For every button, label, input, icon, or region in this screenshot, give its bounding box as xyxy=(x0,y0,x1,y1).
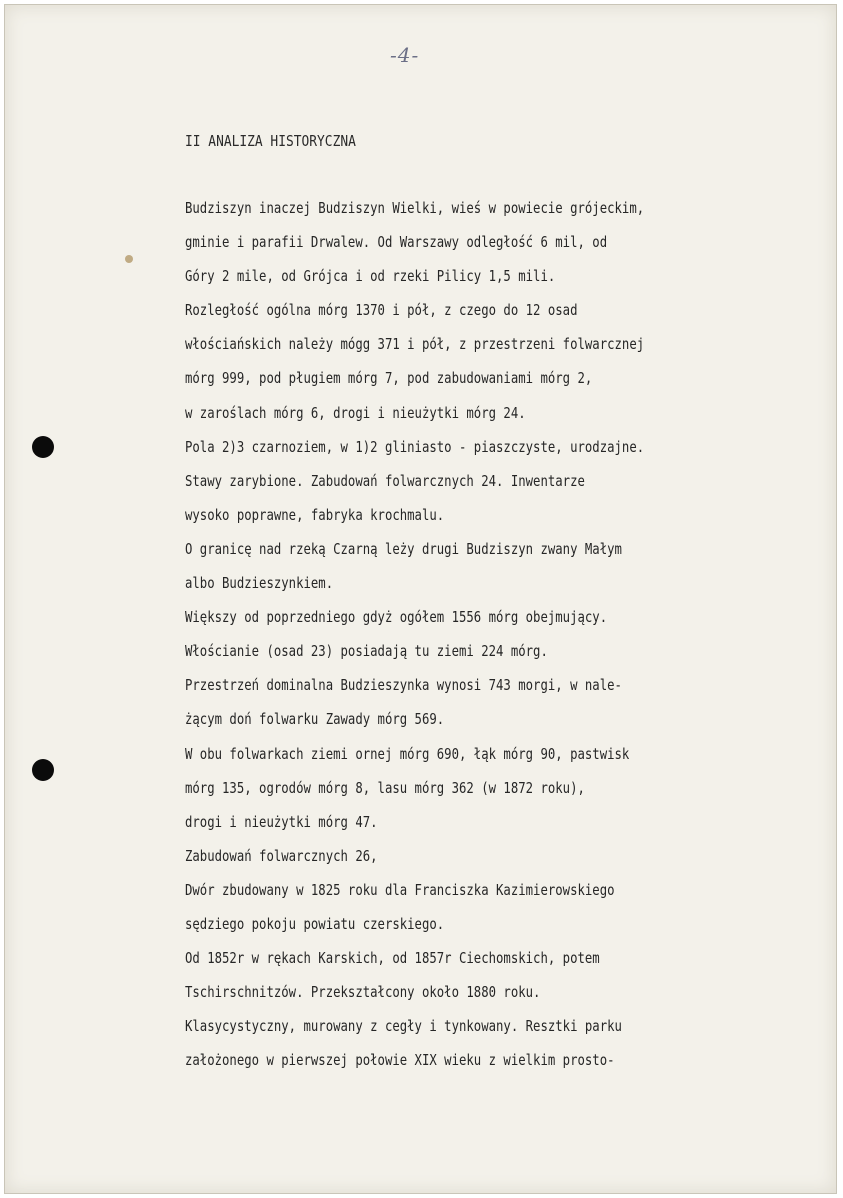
text-line: albo Budzieszynkiem. xyxy=(185,574,334,593)
text-line: sędziego pokoju powiatu czerskiego. xyxy=(185,914,445,933)
body-text xyxy=(185,191,825,1077)
text-line: Przestrzeń dominalna Budzieszynka wynosi 743 morgi, w nale- xyxy=(185,676,622,695)
page-number: -4- xyxy=(390,43,420,67)
text-line: Klasycystyczny, murowany z cegły i tynkowany. Resztki parku xyxy=(185,1017,622,1036)
text-line: Góry 2 mile, od Grójca i od rzeki Pilicy 1,5 mili. xyxy=(185,267,556,286)
text-line: Stawy zarybione. Zabudowań folwarcznych 24. Inwentarze xyxy=(185,471,585,490)
text-line: mórg 999, pod pługiem mórg 7, pod zabudowaniami mórg 2, xyxy=(185,369,593,388)
text-line: Dwór zbudowany w 1825 roku dla Franciszka Kazimierowskiego xyxy=(185,880,615,899)
punch-hole-upper xyxy=(32,436,54,458)
text-line: W obu folwarkach ziemi ornej mórg 690, łąk mórg 90, pastwisk xyxy=(185,744,630,763)
text-line: drogi i nieużytki mórg 47. xyxy=(185,812,378,831)
text-line: Większy od poprzedniego gdyż ogółem 1556 mórg obejmujący. xyxy=(185,608,608,627)
punch-hole-lower xyxy=(32,759,54,781)
text-line: Od 1852r w rękach Karskich, od 1857r Ciechomskich, potem xyxy=(185,949,600,968)
text-line: gminie i parafii Drwalew. Od Warszawy odległość 6 mil, od xyxy=(185,233,608,252)
section-heading: II ANALIZA HISTORYCZNA xyxy=(185,132,356,150)
ink-smudge xyxy=(125,255,133,263)
text-line: mórg 135, ogrodów mórg 8, lasu mórg 362 (w 1872 roku), xyxy=(185,778,585,797)
text-line: Tschirschnitzów. Przekształcony około 1880 roku. xyxy=(185,983,541,1002)
text-line: Budziszyn inaczej Budziszyn Wielki, wieś w powiecie grójeckim, xyxy=(185,199,645,217)
text-line: w zaroślach mórg 6, drogi i nieużytki mórg 24. xyxy=(185,403,526,422)
text-line: Zabudowań folwarcznych 26, xyxy=(185,846,378,865)
document-page xyxy=(4,4,837,1194)
text-line: Pola 2)3 czarnoziem, w 1)2 gliniasto - piaszczyste, urodzajne. xyxy=(185,437,645,456)
text-line: Włościanie (osad 23) posiadają tu ziemi 224 mórg. xyxy=(185,642,548,661)
text-line: założonego w pierwszej połowie XIX wieku z wielkim prosto- xyxy=(185,1051,615,1070)
text-line: Rozległość ogólna mórg 1370 i pół, z czego do 12 osad xyxy=(185,301,578,320)
text-line: wysoko poprawne, fabryka krochmalu. xyxy=(185,505,445,524)
text-line: włościańskich należy mógg 371 i pół, z przestrzeni folwarcznej xyxy=(185,335,645,354)
text-line: żącym doń folwarku Zawady mórg 569. xyxy=(185,710,445,729)
text-line: O granicę nad rzeką Czarną leży drugi Budziszyn zwany Małym xyxy=(185,539,622,558)
